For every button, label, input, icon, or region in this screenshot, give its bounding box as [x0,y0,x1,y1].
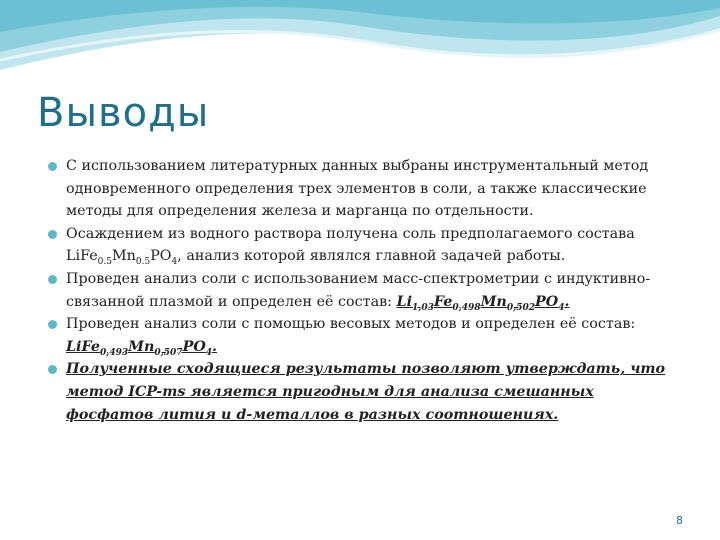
formula-part: Mn [480,293,507,310]
bullet-icon [48,275,57,284]
formula-part: LiFe [66,248,98,265]
formula-part: PO [182,338,206,355]
formula-part: Mn [112,248,136,265]
formula-part: Mn [128,338,155,355]
slide-title: Выводы [37,90,210,136]
formula-subscript: 0,493 [99,347,129,358]
bullet-icon [48,162,57,171]
page-number: 8 [676,514,683,527]
bullet-text-after: . [564,293,570,310]
formula [66,248,178,268]
formula-subscript: 4 [205,347,213,358]
bullet-icon [48,365,57,374]
formula-subscript: 1,03 [412,302,434,313]
formula-part: Fe [433,293,453,310]
formula-subscript: 0,498 [452,302,481,313]
formula-part: Li [396,293,412,310]
bullet-item-3 [48,268,668,313]
bullet-text: Осаждением из водного раствора получена соль предполагаемого состава [66,225,635,242]
bullet-icon [48,230,57,239]
formula-subscript: 0,507 [154,347,183,358]
formula-subscript: 0,502 [506,302,535,313]
bullet-item-5 [48,358,668,426]
formula-part: PO [535,293,559,310]
formula-part: PO [150,248,172,265]
bullet-text: Проведен анализ соли с использованием масс-спектрометрии с индуктивно-связанной плазмой и определен её состав: [66,270,651,310]
bullet-text-after: . [212,338,218,355]
bullet-text-after: , анализ которой являлся главной задачей работы. [177,248,566,265]
formula-subscript: 4 [171,257,178,268]
formula-subscript: 0.5 [135,257,151,268]
formula-part: LiFe [66,338,100,355]
bullet-item-4 [48,313,668,358]
formula [66,338,213,358]
conclusions-list [48,155,668,426]
bullet-text: Полученные сходящиеся результаты позволяют утверждать, что метод ICP-ms является пригодным для анализа смешанных фосфатов лития и d-металлов в разных соотношениях. [66,361,666,423]
bullet-icon [48,320,57,329]
formula [396,293,565,313]
formula-subscript: 0.5 [97,257,112,268]
bullet-text: Проведен анализ соли с помощью весовых методов и определен её состав: [66,316,636,333]
bullet-text: С использованием литературных данных выбраны инструментальный метод одновременного определения трех элементов в соли, а также классические методы для определения железа и марганца по отдельности. [66,158,649,220]
bullet-item-1 [48,155,668,223]
bullet-item-2 [48,223,668,268]
formula-subscript: 4 [558,302,565,313]
